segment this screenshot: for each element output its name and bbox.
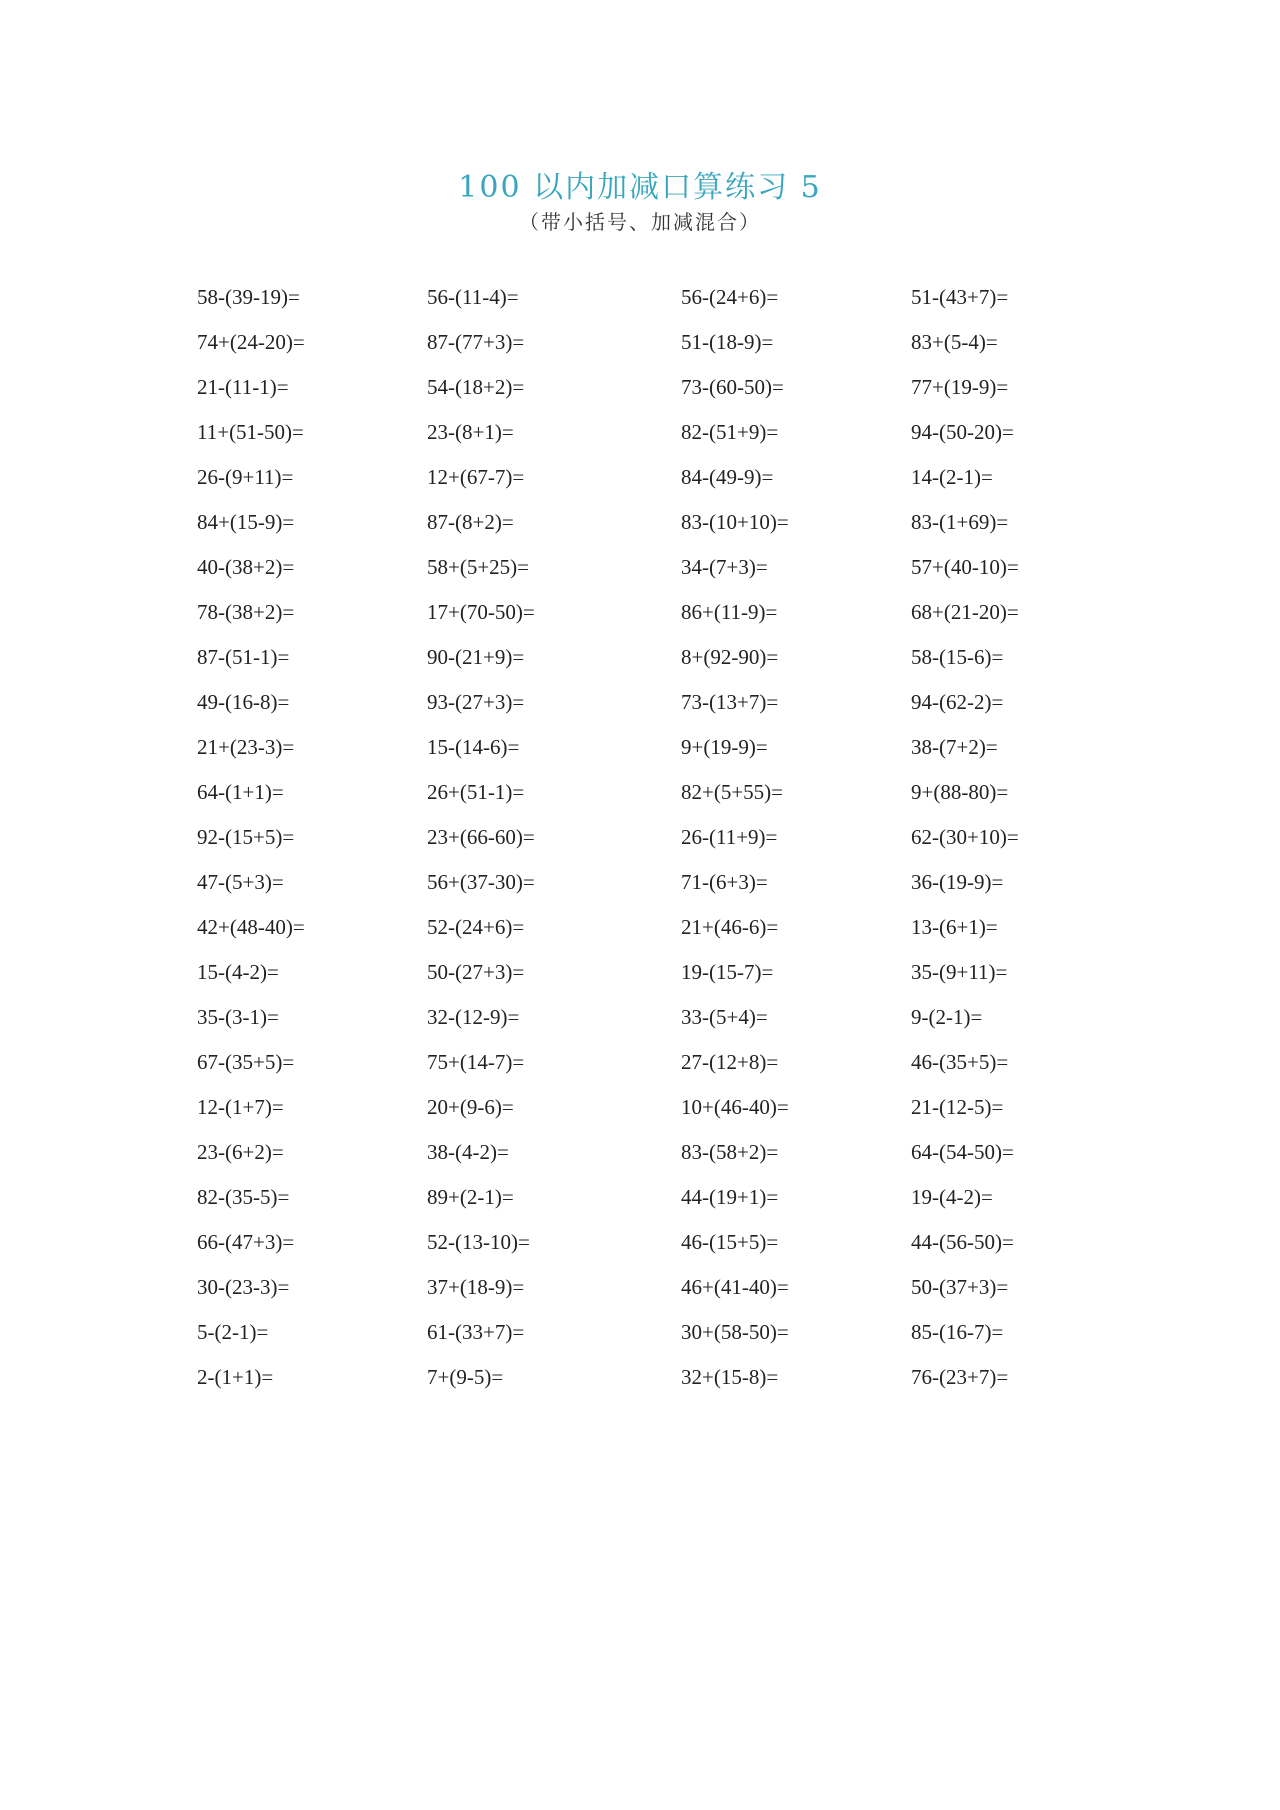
problem-row (0, 640, 1280, 685)
problem-row (0, 1225, 1280, 1270)
arithmetic-problem: 9+(19-9)= (681, 735, 768, 759)
problem-row (0, 505, 1280, 550)
arithmetic-problem: 36-(19-9)= (911, 870, 1004, 894)
arithmetic-problem: 52-(13-10)= (427, 1230, 530, 1254)
problem-row (0, 280, 1280, 325)
arithmetic-problem: 32+(15-8)= (681, 1365, 779, 1389)
page-subtitle: （带小括号、加减混合） (519, 210, 761, 234)
arithmetic-problem: 35-(9+11)= (911, 960, 1008, 984)
arithmetic-problem: 52-(24+6)= (427, 915, 525, 939)
arithmetic-problem: 38-(4-2)= (427, 1140, 509, 1164)
arithmetic-problem: 34-(7+3)= (681, 555, 768, 579)
arithmetic-problem: 66-(47+3)= (197, 1230, 295, 1254)
arithmetic-problem: 73-(13+7)= (681, 690, 779, 714)
arithmetic-problem: 33-(5+4)= (681, 1005, 768, 1029)
problem-row (0, 955, 1280, 1000)
arithmetic-problem: 51-(43+7)= (911, 285, 1009, 309)
arithmetic-problem: 20+(9-6)= (427, 1095, 514, 1119)
arithmetic-problem: 71-(6+3)= (681, 870, 768, 894)
arithmetic-problem: 86+(11-9)= (681, 600, 778, 624)
arithmetic-problem: 44-(19+1)= (681, 1185, 779, 1209)
arithmetic-problem: 30+(58-50)= (681, 1320, 789, 1344)
arithmetic-problem: 73-(60-50)= (681, 375, 784, 399)
arithmetic-problem: 38-(7+2)= (911, 735, 998, 759)
arithmetic-problem: 94-(50-20)= (911, 420, 1014, 444)
arithmetic-problem: 19-(4-2)= (911, 1185, 993, 1209)
problem-row (0, 1180, 1280, 1225)
problem-row (0, 775, 1280, 820)
arithmetic-problem: 14-(2-1)= (911, 465, 993, 489)
arithmetic-problem: 19-(15-7)= (681, 960, 774, 984)
arithmetic-problem: 2-(1+1)= (197, 1365, 274, 1389)
arithmetic-problem: 32-(12-9)= (427, 1005, 520, 1029)
arithmetic-problem: 50-(27+3)= (427, 960, 525, 984)
problem-row (0, 1315, 1280, 1360)
arithmetic-problem: 83+(5-4)= (911, 330, 998, 354)
arithmetic-problem: 9+(88-80)= (911, 780, 1009, 804)
arithmetic-problem: 37+(18-9)= (427, 1275, 525, 1299)
arithmetic-problem: 74+(24-20)= (197, 330, 305, 354)
arithmetic-problem: 93-(27+3)= (427, 690, 525, 714)
arithmetic-problem: 15-(14-6)= (427, 735, 520, 759)
arithmetic-problem: 94-(62-2)= (911, 690, 1004, 714)
arithmetic-problem: 92-(15+5)= (197, 825, 295, 849)
arithmetic-problem: 57+(40-10)= (911, 555, 1019, 579)
arithmetic-problem: 12-(1+7)= (197, 1095, 284, 1119)
arithmetic-problem: 83-(58+2)= (681, 1140, 779, 1164)
arithmetic-problem: 89+(2-1)= (427, 1185, 514, 1209)
arithmetic-problem: 9-(2-1)= (911, 1005, 983, 1029)
arithmetic-problem: 13-(6+1)= (911, 915, 998, 939)
arithmetic-problem: 83-(10+10)= (681, 510, 789, 534)
problem-row (0, 910, 1280, 955)
arithmetic-problem: 46-(35+5)= (911, 1050, 1009, 1074)
arithmetic-problem: 54-(18+2)= (427, 375, 525, 399)
arithmetic-problem: 58-(39-19)= (197, 285, 300, 309)
problem-row (0, 595, 1280, 640)
arithmetic-problem: 82-(35-5)= (197, 1185, 290, 1209)
problem-row (0, 820, 1280, 865)
arithmetic-problem: 8+(92-90)= (681, 645, 779, 669)
arithmetic-problem: 51-(18-9)= (681, 330, 774, 354)
problem-row (0, 460, 1280, 505)
arithmetic-problem: 49-(16-8)= (197, 690, 290, 714)
arithmetic-problem: 68+(21-20)= (911, 600, 1019, 624)
arithmetic-problem: 83-(1+69)= (911, 510, 1009, 534)
arithmetic-problem: 47-(5+3)= (197, 870, 284, 894)
arithmetic-problem: 21+(23-3)= (197, 735, 295, 759)
arithmetic-problem: 77+(19-9)= (911, 375, 1009, 399)
problem-row (0, 1000, 1280, 1045)
arithmetic-problem: 87-(51-1)= (197, 645, 290, 669)
arithmetic-problem: 30-(23-3)= (197, 1275, 290, 1299)
arithmetic-problem: 7+(9-5)= (427, 1365, 504, 1389)
arithmetic-problem: 87-(77+3)= (427, 330, 525, 354)
arithmetic-problem: 15-(4-2)= (197, 960, 279, 984)
arithmetic-problem: 78-(38+2)= (197, 600, 295, 624)
problem-row (0, 1090, 1280, 1135)
arithmetic-problem: 42+(48-40)= (197, 915, 305, 939)
arithmetic-problem: 35-(3-1)= (197, 1005, 279, 1029)
arithmetic-problem: 76-(23+7)= (911, 1365, 1009, 1389)
problem-row (0, 1045, 1280, 1090)
arithmetic-problem: 11+(51-50)= (197, 420, 304, 444)
problem-grid (0, 280, 1280, 1405)
arithmetic-problem: 21-(12-5)= (911, 1095, 1004, 1119)
arithmetic-problem: 10+(46-40)= (681, 1095, 789, 1119)
arithmetic-problem: 27-(12+8)= (681, 1050, 779, 1074)
arithmetic-problem: 26+(51-1)= (427, 780, 525, 804)
arithmetic-problem: 26-(9+11)= (197, 465, 294, 489)
arithmetic-problem: 12+(67-7)= (427, 465, 525, 489)
arithmetic-problem: 23-(6+2)= (197, 1140, 284, 1164)
problem-row (0, 370, 1280, 415)
arithmetic-problem: 23+(66-60)= (427, 825, 535, 849)
arithmetic-problem: 46-(15+5)= (681, 1230, 779, 1254)
arithmetic-problem: 82-(51+9)= (681, 420, 779, 444)
problem-row (0, 1135, 1280, 1180)
arithmetic-problem: 90-(21+9)= (427, 645, 525, 669)
arithmetic-problem: 67-(35+5)= (197, 1050, 295, 1074)
arithmetic-problem: 56-(11-4)= (427, 285, 519, 309)
page-title: 100 以内加减口算练习 5 (458, 170, 822, 205)
arithmetic-problem: 46+(41-40)= (681, 1275, 789, 1299)
arithmetic-problem: 5-(2-1)= (197, 1320, 269, 1344)
arithmetic-problem: 21+(46-6)= (681, 915, 779, 939)
arithmetic-problem: 26-(11+9)= (681, 825, 778, 849)
arithmetic-problem: 56-(24+6)= (681, 285, 779, 309)
problem-row (0, 730, 1280, 775)
arithmetic-problem: 58+(5+25)= (427, 555, 530, 579)
arithmetic-problem: 85-(16-7)= (911, 1320, 1004, 1344)
arithmetic-problem: 58-(15-6)= (911, 645, 1004, 669)
arithmetic-problem: 75+(14-7)= (427, 1050, 525, 1074)
arithmetic-problem: 84+(15-9)= (197, 510, 295, 534)
arithmetic-problem: 56+(37-30)= (427, 870, 535, 894)
arithmetic-problem: 64-(54-50)= (911, 1140, 1014, 1164)
arithmetic-problem: 82+(5+55)= (681, 780, 784, 804)
arithmetic-problem: 44-(56-50)= (911, 1230, 1014, 1254)
arithmetic-problem: 21-(11-1)= (197, 375, 289, 399)
arithmetic-problem: 61-(33+7)= (427, 1320, 525, 1344)
arithmetic-problem: 17+(70-50)= (427, 600, 535, 624)
problem-row (0, 325, 1280, 370)
arithmetic-problem: 62-(30+10)= (911, 825, 1019, 849)
problem-row (0, 1360, 1280, 1405)
arithmetic-problem: 23-(8+1)= (427, 420, 514, 444)
arithmetic-problem: 64-(1+1)= (197, 780, 284, 804)
problem-row (0, 415, 1280, 460)
arithmetic-problem: 40-(38+2)= (197, 555, 295, 579)
problem-row (0, 550, 1280, 595)
arithmetic-problem: 87-(8+2)= (427, 510, 514, 534)
problem-row (0, 865, 1280, 910)
problem-row (0, 1270, 1280, 1315)
problem-row (0, 685, 1280, 730)
arithmetic-problem: 50-(37+3)= (911, 1275, 1009, 1299)
arithmetic-problem: 84-(49-9)= (681, 465, 774, 489)
